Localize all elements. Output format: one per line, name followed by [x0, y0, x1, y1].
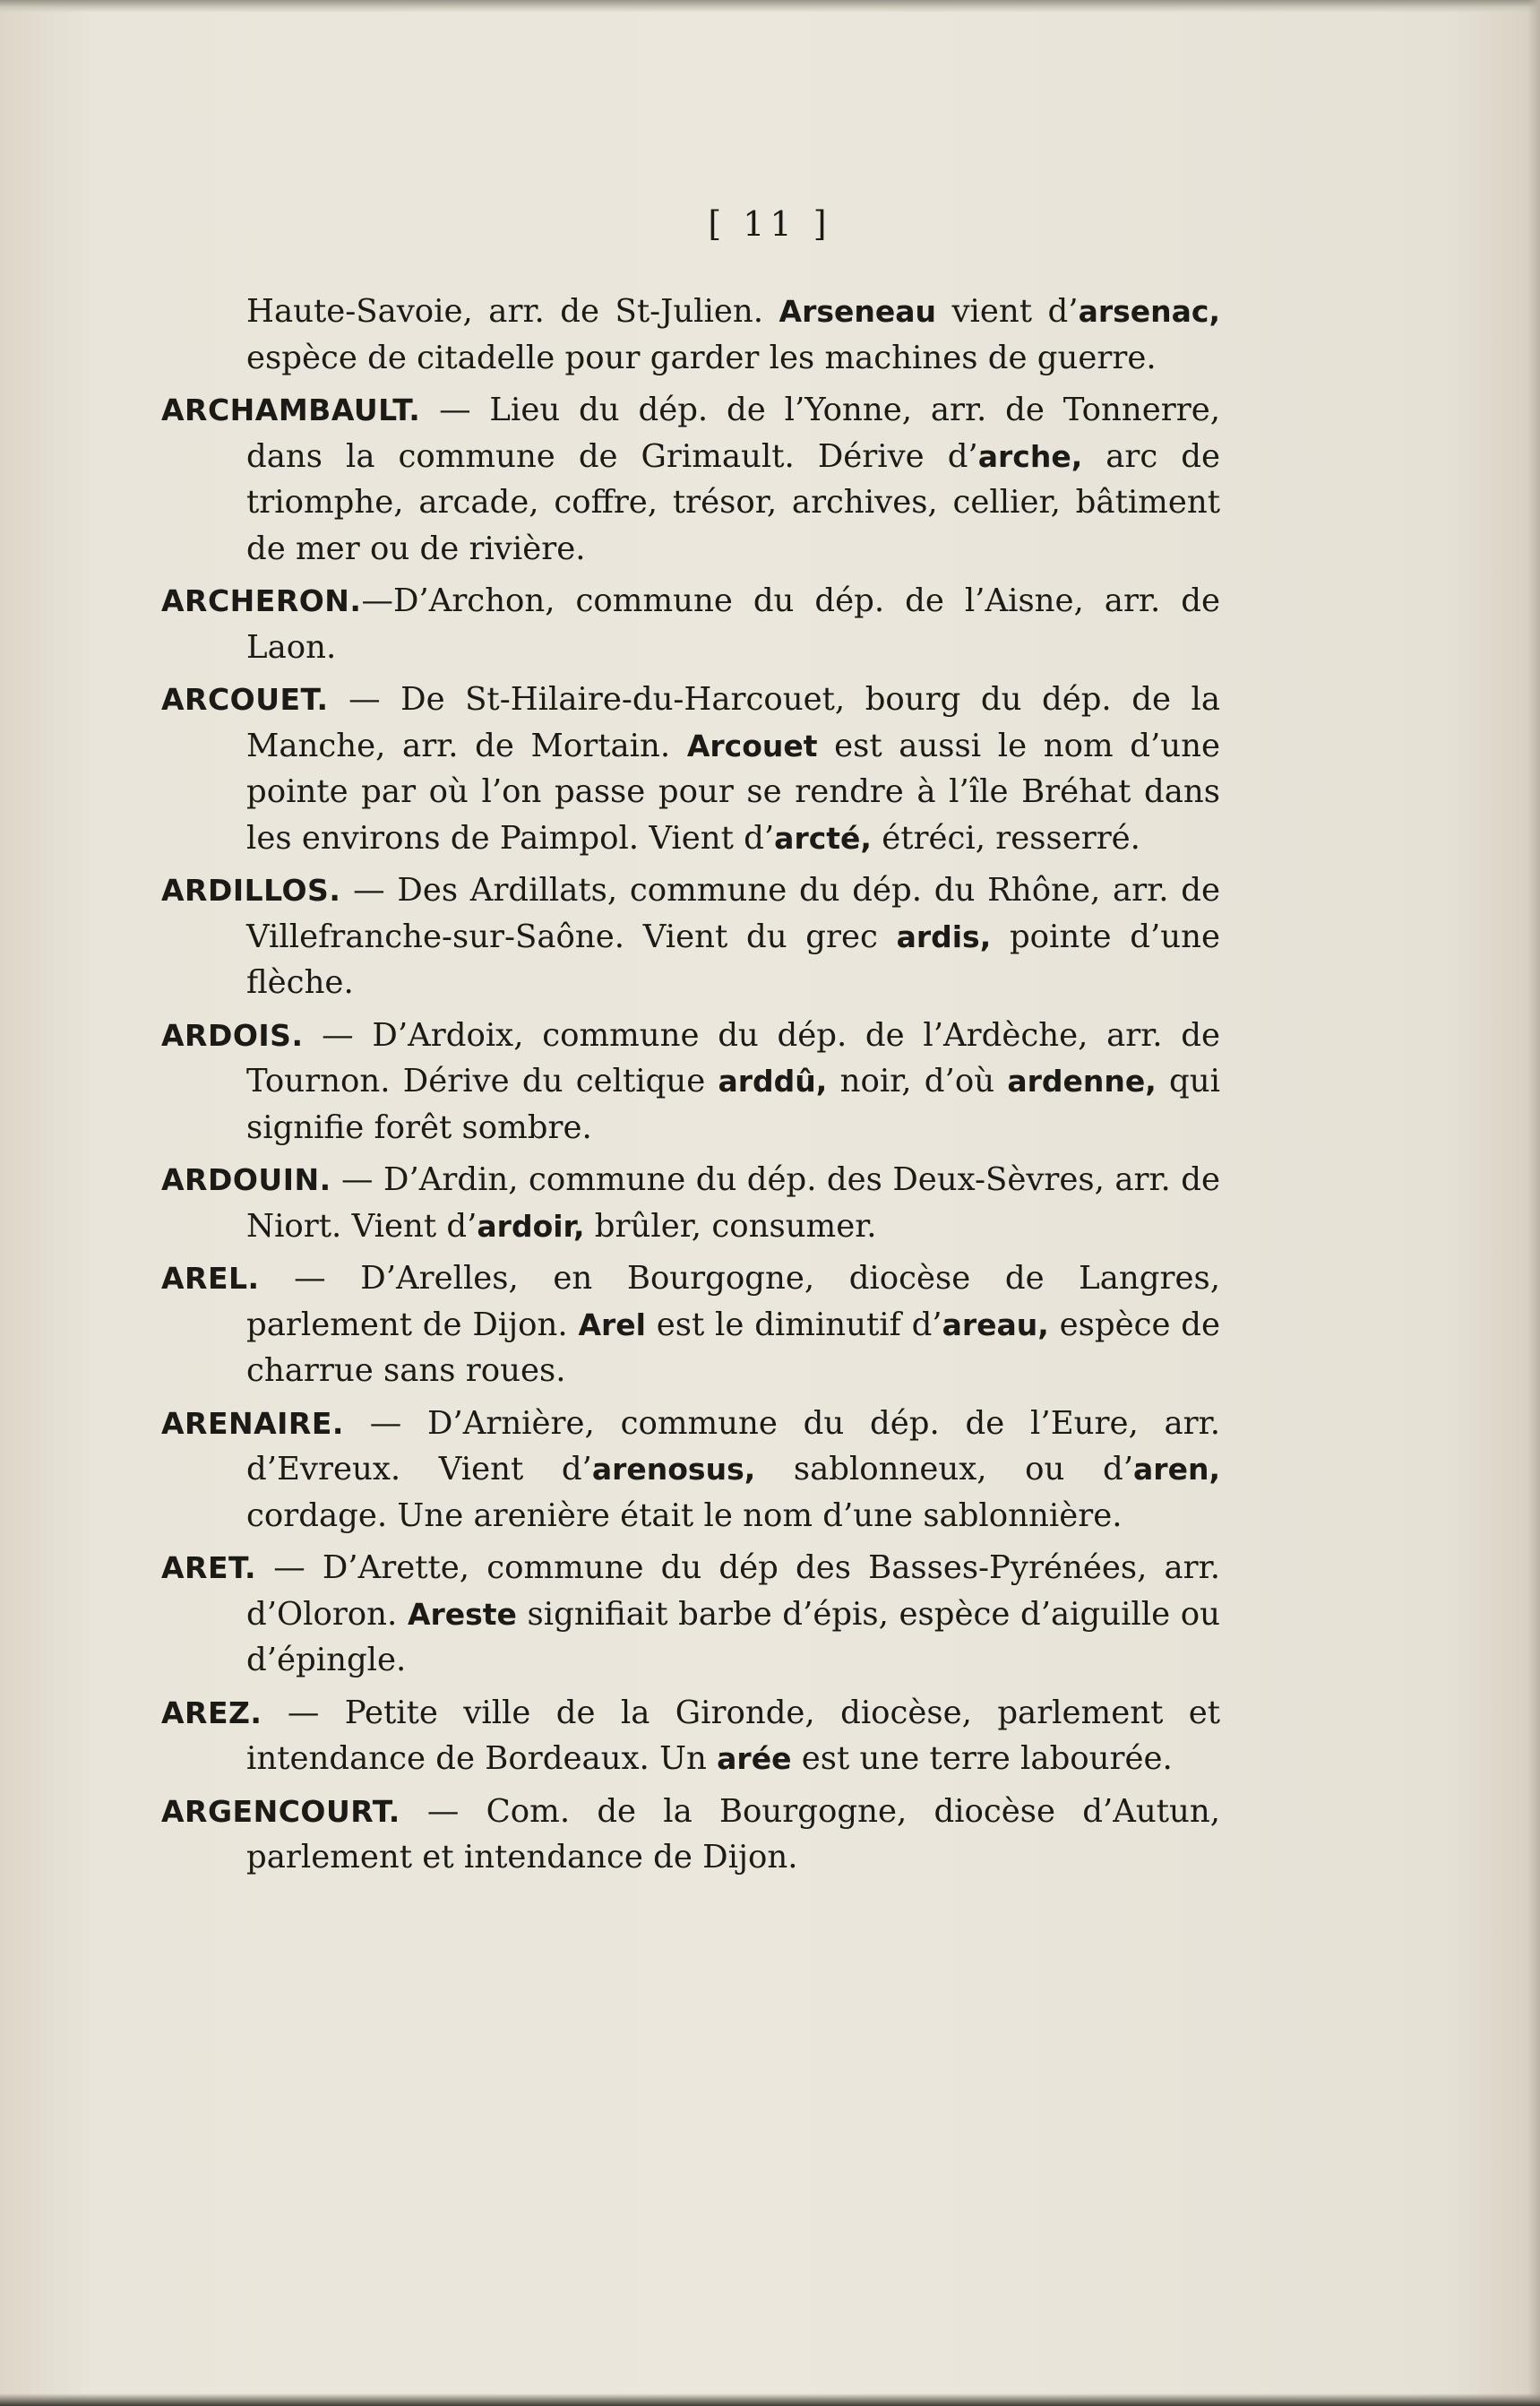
entry-headword: ARDILLOS. — [161, 873, 341, 908]
entry-ardouin: ARDOUIN. — D’Ardin, commune du dép. des Deux-Sèvres, arr. de Niort. Vient d’ardoir, brûler, consumer. — [161, 1161, 1220, 1245]
page-number: [ 11 ] — [708, 204, 832, 244]
entry-archambault: ARCHAMBAULT. — Lieu du dép. de l’Yonne, arr. de Tonnerre, dans la commune de Grimault. Dérive d’arche, arc de triomphe, arcade, coffre, trésor, archives, cellier, bâtiment de mer ou de rivière. — [161, 392, 1220, 567]
entry-ardois: ARDOIS. — D’Ardoix, commune du dép. de l’Ardèche, arr. de Tournon. Dérive du celtique arddû, noir, d’où ardenne, qui signifie forêt sombre. — [161, 1016, 1220, 1146]
page-top-edge — [0, 0, 1540, 13]
entry-headword: ARDOUIN. — [161, 1162, 331, 1197]
page-right-edge — [1527, 0, 1540, 2406]
keyword: Areste — [407, 1596, 517, 1632]
keyword: arenosus, — [591, 1452, 756, 1487]
entry-headword: AREZ. — [161, 1695, 262, 1730]
entry-headword: ARDOIS. — [161, 1017, 304, 1053]
keyword: arche, — [977, 438, 1083, 474]
keyword: ardoir, — [477, 1208, 585, 1244]
entry-argencourt: ARGENCOURT. — Com. de la Bourgogne, diocèse d’Autun, parlement et intendance de Dijon. — [161, 1792, 1220, 1876]
entry-arenaire: ARENAIRE. — D’Arnière, commune du dép. de l’Eure, arr. d’Evreux. Vient d’arenosus, sablonneux, ou d’aren, cordage. Une arenière était le nom d’une sablonnière. — [161, 1404, 1220, 1534]
keyword: arddû, — [718, 1064, 828, 1099]
entry-arez: AREZ. — Petite ville de la Gironde, diocèse, parlement et intendance de Bordeaux. Un arée est une terre labourée. — [161, 1694, 1220, 1777]
entry-ardillos: ARDILLOS. — Des Ardillats, commune du dép. du Rhône, arr. de Villefranche-sur-Saône. Vient du grec ardis, pointe d’une flèche. — [161, 872, 1220, 1001]
keyword: areau, — [942, 1306, 1049, 1342]
keyword: arée — [717, 1741, 792, 1776]
keyword: Arcouet — [686, 728, 818, 763]
entry-aret: ARET. — D’Arette, commune du dép des Basses-Pyrénées, arr. d’Oloron. Areste signifiait barbe d’épis, espèce d’aiguille ou d’épingle. — [161, 1549, 1220, 1678]
keyword: Arel — [578, 1306, 646, 1342]
entry-headword: ARGENCOURT. — [161, 1793, 400, 1829]
keyword: aren, — [1133, 1452, 1220, 1487]
keyword: ardis, — [896, 918, 992, 954]
entry-arcouet: ARCOUET. — De St-Hilaire-du-Harcouet, bourg du dép. de la Manche, arr. de Mortain. Arcouet est aussi le nom d’une pointe par où l’on passe pour se rendre à l’île Bréhat dans les environs de Paimpol. Vient d’arcté, étréci, resserré. — [161, 681, 1220, 857]
entry-headword: AREL. — [161, 1261, 260, 1296]
entry-archeron: ARCHERON.—D’Archon, commune du dép. de l’Aisne, arr. de Laon. — [161, 582, 1220, 666]
keyword: Arseneau — [779, 294, 937, 329]
page-bottom-edge — [0, 2393, 1540, 2406]
entry-headword: ARCOUET. — [161, 682, 329, 717]
keyword: arcté, — [774, 820, 872, 856]
keyword: arsenac, — [1078, 294, 1220, 329]
keyword: ardenne, — [1007, 1064, 1157, 1099]
entry-headword: ARCHAMBAULT. — [161, 392, 421, 427]
entry-headword: ARCHERON. — [161, 583, 362, 618]
entry-headword: ARET. — [161, 1550, 257, 1585]
entry-headword: ARENAIRE. — [161, 1405, 344, 1441]
entry-arel: AREL. — D’Arelles, en Bourgogne, diocèse de Langres, parlement de Dijon. Arel est le diminutif d’areau, espèce de charrue sans roues. — [161, 1260, 1220, 1389]
entry-continuation: Haute-Savoie, arr. de St-Julien. Arseneau vient d’arsenac, espèce de citadelle pour garder les machines de guerre. — [246, 293, 1220, 376]
dictionary-body — [161, 289, 1220, 1881]
